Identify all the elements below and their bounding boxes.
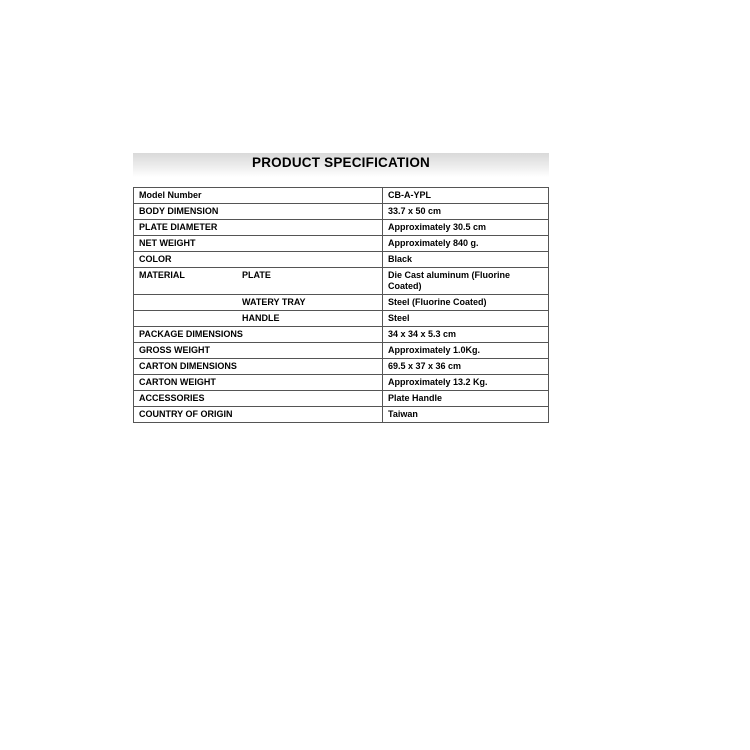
value-country-of-origin: Taiwan [383, 407, 549, 423]
value-net-weight: Approximately 840 g. [383, 236, 549, 252]
value-gross-weight: Approximately 1.0Kg. [383, 343, 549, 359]
label-package-dimensions: PACKAGE DIMENSIONS [134, 327, 383, 343]
value-handle: Steel [383, 311, 549, 327]
label-material-tray-cell [134, 295, 383, 311]
title-bar [133, 153, 549, 177]
value-accessories: Plate Handle [383, 391, 549, 407]
table-row [134, 327, 549, 343]
table-row [134, 375, 549, 391]
label-body-dimension: BODY DIMENSION [134, 204, 383, 220]
value-watery-tray: Steel (Fluorine Coated) [383, 295, 549, 311]
value-package-dimensions: 34 x 34 x 5.3 cm [383, 327, 549, 343]
table-row [134, 220, 549, 236]
label-carton-weight: CARTON WEIGHT [134, 375, 383, 391]
table-row [134, 295, 549, 311]
table-row [134, 359, 549, 375]
value-plate-diameter: Approximately 30.5 cm [383, 220, 549, 236]
label-watery-tray: WATERY TRAY [242, 297, 306, 307]
table-row [134, 407, 549, 423]
table-row [134, 343, 549, 359]
label-plate-diameter: PLATE DIAMETER [134, 220, 383, 236]
label-handle: HANDLE [242, 313, 280, 323]
value-carton-weight: Approximately 13.2 Kg. [383, 375, 549, 391]
label-material-plate [134, 268, 383, 295]
table-row [134, 204, 549, 220]
label-color: COLOR [134, 252, 383, 268]
value-model-number: CB-A-YPL [383, 188, 549, 204]
label-material: MATERIAL [139, 270, 185, 280]
label-plate: PLATE [242, 270, 271, 280]
label-material-handle-cell [134, 311, 383, 327]
label-accessories: ACCESSORIES [134, 391, 383, 407]
value-color: Black [383, 252, 549, 268]
table-row [134, 311, 549, 327]
label-gross-weight: GROSS WEIGHT [134, 343, 383, 359]
table-row [134, 268, 549, 295]
label-model-number: Model Number [134, 188, 383, 204]
table-row [134, 252, 549, 268]
label-country-of-origin: COUNTRY OF ORIGIN [134, 407, 383, 423]
page-title: PRODUCT SPECIFICATION [252, 155, 430, 170]
table-row [134, 236, 549, 252]
label-carton-dimensions: CARTON DIMENSIONS [134, 359, 383, 375]
spec-table [133, 187, 549, 423]
table-row [134, 391, 549, 407]
value-body-dimension: 33.7 x 50 cm [383, 204, 549, 220]
table-row [134, 188, 549, 204]
value-carton-dimensions: 69.5 x 37 x 36 cm [383, 359, 549, 375]
value-material-plate: Die Cast aluminum (Fluorine Coated) [383, 268, 549, 295]
label-net-weight: NET WEIGHT [134, 236, 383, 252]
